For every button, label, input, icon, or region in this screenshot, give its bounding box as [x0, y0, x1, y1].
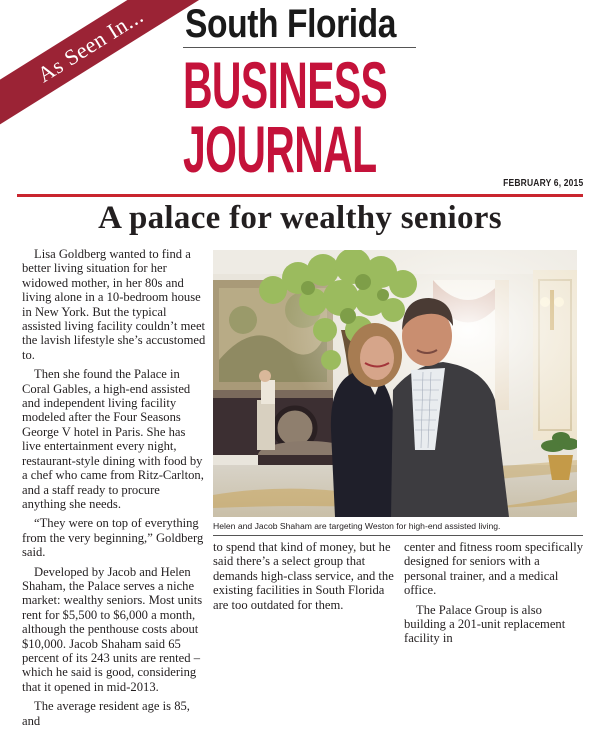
caption-divider — [213, 535, 583, 536]
photo-caption: Helen and Jacob Shaham are targeting Weston for high-end assisted living. — [213, 521, 501, 531]
masthead-business: BUSINESS — [183, 48, 388, 122]
paragraph: The Palace Group is also building a 201-unit replacement facility in — [404, 602, 566, 646]
article-photo — [213, 250, 577, 517]
issue-date: FEBRUARY 6, 2015 — [502, 178, 583, 189]
paragraph: center and fitness room specifically designed for seniors with a personal trainer, and a medical office. — [404, 540, 584, 598]
article-column-right — [404, 540, 584, 651]
header-red-rule — [17, 194, 583, 197]
article-column-left — [22, 247, 207, 733]
masthead-journal: JOURNAL — [183, 112, 377, 186]
paragraph: “They were on top of everything from the very beginning,” Goldberg said. — [22, 516, 204, 560]
paragraph: The average resident age is 85, and — [22, 699, 190, 728]
paragraph: Then she found the Palace in Coral Gables, a high-end assisted and independent living facility modeled after the Four Seasons George V hotel in Paris. She has live entertainment every night, restaurant-style dining with food by a chef who came from Ritz-Carlton, and a staff ready to procure anything she needs. — [22, 367, 204, 511]
paragraph: Developed by Jacob and Helen Shaham, the Palace serves a niche market: wealthy seniors. Most units rent for $5,500 to $6,000 a month, although the penthouse costs about $10,000. Jacob Shaham said 65 percent of its 243 units are rented – which he said is good, considering that it opened in mid-2013. — [22, 564, 203, 694]
paragraph: Lisa Goldberg wanted to find a better living situation for her widowed mother, in her 80s and living alone in a 10-bedroom house in New York. But the typical assisted living facility couldn’t meet the lavish lifestyle she’s accustomed to. — [22, 247, 206, 362]
article-headline: A palace for wealthy seniors — [98, 200, 502, 236]
article-column-middle — [213, 540, 395, 617]
photo-illustration — [213, 250, 577, 517]
paragraph: to spend that kind of money, but he said there’s a select group that demands high-class service, and the existing facilities in South Florida are too outdated for them. — [213, 540, 394, 612]
banner-label: As Seen In... — [32, 2, 148, 88]
masthead-south-florida: South Florida — [185, 2, 397, 46]
